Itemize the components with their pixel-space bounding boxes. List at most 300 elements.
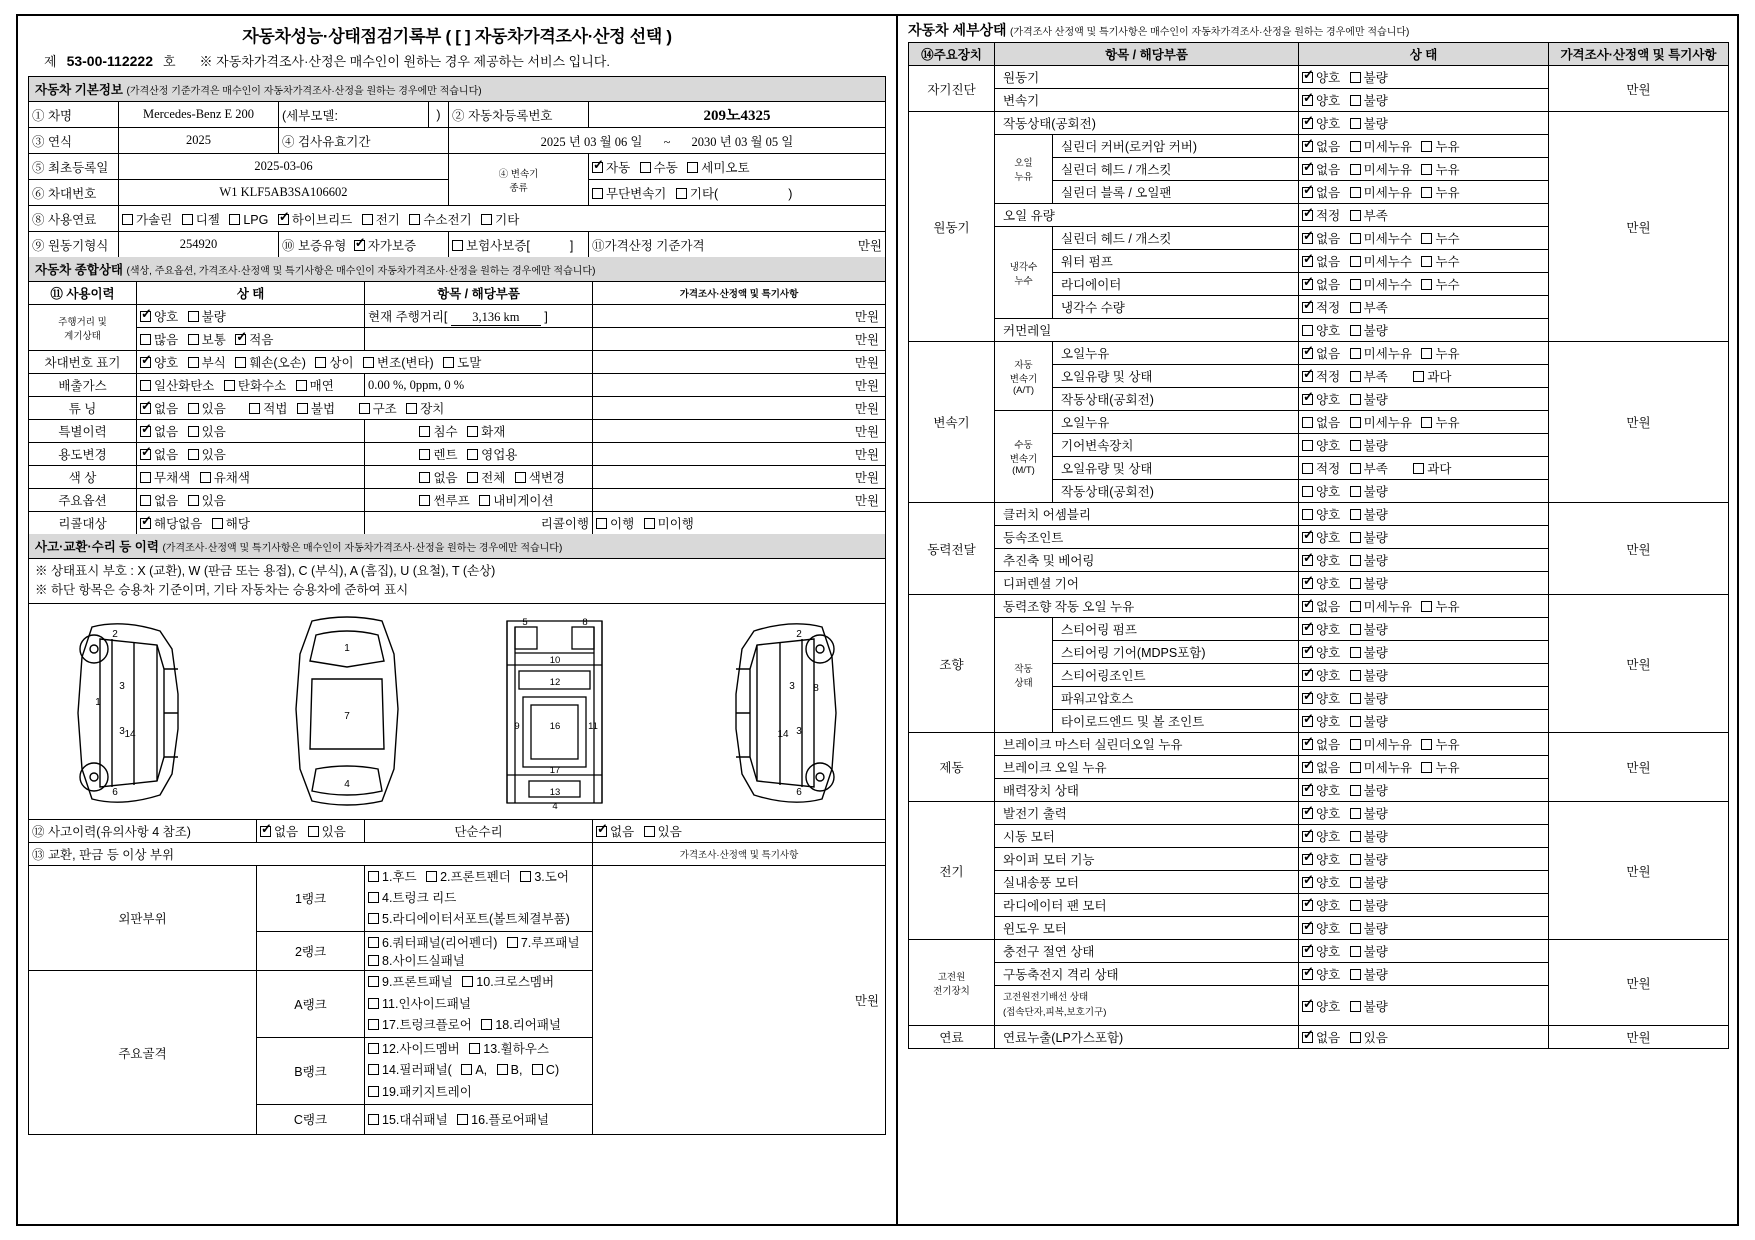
mileage-option-few[interactable]: ✓ 적음: [235, 330, 273, 348]
opt-leak[interactable]: 누유: [1421, 597, 1459, 615]
option-sunroof[interactable]: 썬루프: [419, 491, 469, 509]
opt-proper[interactable]: ✓ 적정: [1302, 367, 1340, 385]
subgroup-manual: 수동 변속기 (M/T): [995, 411, 1053, 503]
vehicle-diagrams: [29, 604, 885, 819]
diagram-left-side-view: [52, 609, 227, 814]
opt-bad[interactable]: 불량: [1350, 942, 1388, 960]
opt-bad[interactable]: 불량: [1350, 873, 1388, 891]
opt-none[interactable]: ✓ 없음: [1302, 758, 1340, 776]
item-differential: 디퍼렌셜 기어: [995, 572, 1299, 595]
frame-item-inside-panel[interactable]: 11.인사이드패널: [368, 994, 471, 1015]
table-row: [909, 595, 1729, 618]
panel-item-front-fender[interactable]: 2.프론트펜더: [426, 867, 511, 888]
fuel-option-hydrogen[interactable]: 수소전기: [409, 210, 471, 228]
state-engine-diag: [1299, 66, 1549, 89]
state-common-rail: [1299, 319, 1549, 342]
row-label-mileage: 주행거리 및 계기상태: [29, 305, 137, 351]
transmission-option-cvt[interactable]: 무단변속기: [592, 184, 666, 202]
opt-good[interactable]: ✓ 양호: [1302, 827, 1340, 845]
frame-item-rear-panel[interactable]: 18.리어패널: [481, 1015, 561, 1036]
opt-insufficient[interactable]: 부족: [1350, 206, 1388, 224]
usage-option-commercial[interactable]: 영업용: [467, 445, 517, 463]
opt-leak[interactable]: 누수: [1421, 252, 1459, 270]
opt-excessive[interactable]: 과다: [1413, 459, 1451, 477]
state-steering-gear: [1299, 641, 1549, 664]
table-row: [29, 374, 886, 397]
opt-good[interactable]: 양호: [1302, 321, 1340, 339]
tuning-option-structure[interactable]: 구조: [359, 399, 397, 417]
item-battery-isolation: 구동축전지 격리 상태: [995, 963, 1299, 986]
option-yes[interactable]: 있음: [188, 491, 226, 509]
opt-good[interactable]: ✓ 양호: [1302, 390, 1340, 408]
state-oil-level: [1299, 204, 1549, 227]
state-mt-oil-state: [1299, 457, 1549, 480]
opt-leak[interactable]: 누유: [1421, 183, 1459, 201]
state-mt-idle: [1299, 480, 1549, 503]
opt-good[interactable]: ✓ 양호: [1302, 574, 1340, 592]
opt-good[interactable]: 양호: [1302, 436, 1340, 454]
frame-item-side-member[interactable]: 12.사이드멤버: [368, 1039, 460, 1060]
recall-option-notdone[interactable]: 미이행: [644, 514, 694, 532]
opt-minor-leak[interactable]: 미세누유: [1350, 344, 1412, 362]
vin-option-good[interactable]: ✓ 양호: [140, 353, 178, 371]
opt-good[interactable]: ✓ 양호: [1302, 965, 1340, 983]
fuel-option-gasoline[interactable]: 가솔린: [122, 210, 172, 228]
emission-option-smoke[interactable]: 매연: [296, 376, 334, 394]
accident-option-yes[interactable]: 있음: [308, 822, 346, 840]
label-inspection-valid: ④ 검사유효기간: [279, 128, 449, 154]
vin-option-different[interactable]: 상이: [315, 353, 353, 371]
opt-none[interactable]: 없음: [1302, 413, 1340, 431]
opt-minor-leak[interactable]: 미세누유: [1350, 597, 1412, 615]
transmission-option-semiauto[interactable]: 세미오토: [687, 158, 749, 176]
opt-good[interactable]: 양호: [1302, 505, 1340, 523]
option-navigation[interactable]: 내비게이션: [479, 491, 553, 509]
value-inspection-to: 2030 년 03 월 05 일: [691, 134, 794, 149]
table-row: [29, 351, 886, 374]
row-label-usage-change: 용도변경: [29, 443, 137, 466]
vin-option-erased[interactable]: 도말: [443, 353, 481, 371]
opt-good[interactable]: ✓ 양호: [1302, 997, 1340, 1015]
opt-good[interactable]: ✓ 양호: [1302, 850, 1340, 868]
svg-text:12: 12: [549, 676, 561, 688]
opt-minor-leak[interactable]: 미세누유: [1350, 413, 1412, 431]
svg-text:3: 3: [796, 725, 803, 737]
recall-option-na[interactable]: ✓ 해당없음: [140, 514, 202, 532]
tuning-option-illegal[interactable]: 불법: [297, 399, 335, 417]
opt-minor-leak[interactable]: 미세누수: [1350, 275, 1412, 293]
subgroup-automatic: 자동 변속기 (A/T): [995, 342, 1053, 411]
rankB-items: [365, 1038, 593, 1105]
opt-leak[interactable]: 누유: [1421, 160, 1459, 178]
state-battery-isolation: [1299, 963, 1549, 986]
frame-item-pillar-panel[interactable]: 14.필러패널(: [368, 1060, 452, 1081]
svg-text:17: 17: [549, 764, 561, 776]
section-overall-header: [28, 257, 886, 281]
item-cyl-head-gasket-oil: 실린더 헤드 / 개스킷: [1053, 158, 1299, 181]
opt-bad[interactable]: 불량: [1350, 436, 1388, 454]
opt-bad[interactable]: 불량: [1350, 965, 1388, 983]
col-state: 상 태: [137, 282, 365, 305]
fuel-option-diesel[interactable]: 디젤: [182, 210, 220, 228]
opt-bad[interactable]: 불량: [1350, 919, 1388, 937]
opt-bad[interactable]: 불량: [1350, 643, 1388, 661]
section-accident-header: [28, 534, 886, 558]
svg-text:13: 13: [549, 786, 561, 798]
special-options: [137, 420, 365, 443]
value-first-reg: 2025-03-06: [119, 154, 449, 180]
transmission-option-manual[interactable]: 수동: [640, 158, 678, 176]
base-price-cell: [589, 232, 886, 258]
doc-number: 53-00-112222: [66, 52, 153, 69]
opt-none[interactable]: ✓ 없음: [1302, 1028, 1340, 1046]
opt-minor-leak[interactable]: 미세누유: [1350, 758, 1412, 776]
opt-proper[interactable]: ✓ 적정: [1302, 206, 1340, 224]
opt-excessive[interactable]: 과다: [1413, 367, 1451, 385]
frame-item-cross-member[interactable]: 10.크로스멤버: [462, 972, 554, 993]
col-price-note: 가격조사·산정액 및 특기사항: [1549, 43, 1729, 66]
opt-leak[interactable]: 누유: [1421, 344, 1459, 362]
device-transmission: 변속기: [909, 342, 995, 503]
opt-good[interactable]: ✓ 양호: [1302, 643, 1340, 661]
mileage-amount-options: [137, 328, 365, 351]
item-steering-gear: 스티어링 기어(MDPS포함): [1053, 641, 1299, 664]
svg-text:11: 11: [588, 720, 599, 732]
usage-option-none[interactable]: ✓ 없음: [140, 445, 178, 463]
tuning-option-device[interactable]: 장치: [406, 399, 444, 417]
opt-none[interactable]: ✓ 없음: [1302, 137, 1340, 155]
diagram-right-side-view: [687, 609, 862, 814]
opt-bad[interactable]: 불량: [1350, 68, 1388, 86]
panel-item-trunk-lid[interactable]: 4.트렁크 리드: [368, 888, 456, 909]
opt-good[interactable]: ✓ 양호: [1302, 114, 1340, 132]
opt-good[interactable]: 양호: [1302, 482, 1340, 500]
table-row: [29, 842, 886, 865]
opt-none[interactable]: ✓ 없음: [1302, 344, 1340, 362]
emission-values: 0.00 %, 0ppm, 0 %: [365, 374, 593, 397]
opt-bad[interactable]: 불량: [1350, 781, 1388, 799]
panel-item-door[interactable]: 3.도어: [520, 867, 569, 888]
frame-item-pillar-a[interactable]: A,: [461, 1060, 487, 1081]
rank-label-c: C랭크: [257, 1104, 365, 1134]
opt-bad[interactable]: 불량: [1350, 114, 1388, 132]
tuning-options: [137, 397, 593, 420]
item-power-steering-leak: 동력조향 작동 오일 누유: [995, 595, 1299, 618]
row-label-special: 특별이력: [29, 420, 137, 443]
simple-repair-option-none[interactable]: ✓ 없음: [596, 822, 634, 840]
opt-proper[interactable]: ✓ 적정: [1302, 298, 1340, 316]
opt-bad[interactable]: 불량: [1350, 482, 1388, 500]
opt-good[interactable]: ✓ 양호: [1302, 666, 1340, 684]
value-car-name: Mercedes-Benz E 200: [119, 102, 279, 128]
special-option-none[interactable]: ✓ 없음: [140, 422, 178, 440]
overall-state-table: [28, 281, 886, 535]
item-at-oil-leak: 오일누유: [1053, 342, 1299, 365]
transmission-option-etc[interactable]: 기타( ): [676, 184, 793, 202]
price-usage-change: 만원: [593, 443, 886, 466]
frame-item-pillar-c[interactable]: C): [532, 1060, 559, 1081]
opt-none[interactable]: ✓ 없음: [1302, 229, 1340, 247]
opt-none[interactable]: ✓ 없음: [1302, 252, 1340, 270]
price-color: 만원: [593, 466, 886, 489]
emission-options: [137, 374, 365, 397]
table-row: [29, 397, 886, 420]
item-mt-oil-state: 오일유량 및 상태: [1053, 457, 1299, 480]
rankC-items: [365, 1104, 593, 1134]
price-tuning: 만원: [593, 397, 886, 420]
vin-option-corrosion[interactable]: 부식: [188, 353, 226, 371]
svg-text:7: 7: [344, 710, 350, 722]
device-powertrain: 동력전달: [909, 503, 995, 595]
diagram-top-view: [272, 609, 422, 814]
frame-item-wheel-house[interactable]: 13.휠하우스: [469, 1039, 549, 1060]
row-label-vin-mark: 차대번호 표기: [29, 351, 137, 374]
table-row: [29, 559, 886, 604]
doc-label: 제: [44, 54, 57, 69]
mileage-option-many[interactable]: 많음: [140, 330, 178, 348]
state-steering-joint: [1299, 664, 1549, 687]
state-tie-rod-end: [1299, 710, 1549, 733]
fuel-option-hybrid[interactable]: ✓ 하이브리드: [278, 210, 352, 228]
color-option-all[interactable]: 전체: [467, 468, 505, 486]
item-steering-joint: 스티어링조인트: [1053, 664, 1299, 687]
opt-bad[interactable]: 불량: [1350, 551, 1388, 569]
vin-option-altered[interactable]: 변조(변타): [363, 353, 434, 371]
svg-text:14: 14: [777, 728, 789, 740]
value-vin: W1 KLF5AB3SA106602: [119, 180, 449, 206]
state-window-motor: [1299, 917, 1549, 940]
table-row: [29, 603, 886, 819]
opt-none[interactable]: ✓ 없음: [1302, 597, 1340, 615]
label-submodel-close: ): [429, 102, 449, 128]
table-row: [909, 802, 1729, 825]
opt-leak[interactable]: 누유: [1421, 413, 1459, 431]
mileage-current-cell: 현재 주행거리[ 3,136 km ]: [365, 305, 593, 328]
price-mileage-2: 만원: [593, 328, 886, 351]
option-none[interactable]: 없음: [140, 491, 178, 509]
opt-insufficient[interactable]: 부족: [1350, 367, 1388, 385]
state-hv-wiring: [1299, 986, 1549, 1026]
panel-item-roof-panel[interactable]: 7.루프패널: [507, 933, 580, 951]
transmission-option-auto[interactable]: ✓자동: [592, 158, 630, 176]
state-rocker-cover: [1299, 135, 1549, 158]
panel-item-hood[interactable]: 1.후드: [368, 867, 417, 888]
opt-good[interactable]: ✓ 양호: [1302, 873, 1340, 891]
opt-good[interactable]: ✓ 양호: [1302, 528, 1340, 546]
opt-yes[interactable]: 있음: [1350, 1028, 1388, 1046]
opt-bad[interactable]: 불량: [1350, 896, 1388, 914]
opt-bad[interactable]: 불량: [1350, 850, 1388, 868]
detail-state-table: [908, 42, 1729, 1049]
label-first-reg: ⑤ 최초등록일: [29, 154, 119, 180]
item-cyl-head-gasket-coolant: 실린더 헤드 / 개스킷: [1053, 227, 1299, 250]
opt-none[interactable]: ✓ 없음: [1302, 160, 1340, 178]
opt-none[interactable]: ✓ 없음: [1302, 275, 1340, 293]
opt-bad[interactable]: 불량: [1350, 574, 1388, 592]
opt-good[interactable]: ✓ 양호: [1302, 781, 1340, 799]
opt-leak[interactable]: 누유: [1421, 758, 1459, 776]
diagram-structure-view: [467, 609, 642, 814]
rank-label-b: B랭크: [257, 1038, 365, 1105]
vin-option-damage[interactable]: 훼손(오손): [235, 353, 306, 371]
frame-item-dash-panel[interactable]: 15.대쉬패널: [368, 1110, 448, 1128]
price-powertrain: 만원: [1549, 503, 1729, 595]
opt-insufficient[interactable]: 부족: [1350, 459, 1388, 477]
frame-item-front-panel[interactable]: 9.프론트패널: [368, 972, 453, 993]
opt-good[interactable]: ✓ 양호: [1302, 68, 1340, 86]
svg-text:16: 16: [549, 720, 561, 732]
state-at-idle: [1299, 388, 1549, 411]
frame-item-trunk-floor[interactable]: 17.트렁크플로어: [368, 1015, 472, 1036]
fuel-option-lpg[interactable]: LPG: [229, 213, 268, 227]
rank2-items: [365, 932, 593, 971]
panel-item-quarter-panel[interactable]: 6.쿼터패널(리어펜더): [368, 933, 497, 951]
tuning-option-legal[interactable]: 적법: [249, 399, 287, 417]
opt-proper[interactable]: 적정: [1302, 459, 1340, 477]
opt-leak[interactable]: 누수: [1421, 229, 1459, 247]
row-label-tuning: 튜 닝: [29, 397, 137, 420]
color-option-none[interactable]: 없음: [419, 468, 457, 486]
opt-good[interactable]: ✓ 양호: [1302, 896, 1340, 914]
price-vin: 만원: [593, 351, 886, 374]
device-steering: 조향: [909, 595, 995, 733]
opt-good[interactable]: ✓ 양호: [1302, 689, 1340, 707]
opt-leak[interactable]: 누유: [1421, 735, 1459, 753]
opt-minor-leak[interactable]: 미세누수: [1350, 252, 1412, 270]
frame-item-pillar-b[interactable]: B,: [497, 1060, 523, 1081]
opt-leak[interactable]: 누수: [1421, 275, 1459, 293]
opt-minor-leak[interactable]: 미세누수: [1350, 229, 1412, 247]
state-engine-idle: [1299, 112, 1549, 135]
label-exchange-area: ⑬ 교환, 판금 등 이상 부위: [29, 842, 593, 865]
frame-item-package-tray[interactable]: 19.패키지트레이: [368, 1082, 472, 1103]
subgroup-oil-leak: 오일 누유: [995, 135, 1053, 204]
panel-item-radiator-support[interactable]: 5.라디에이터서포트(볼트체결부품): [368, 909, 570, 930]
svg-text:1: 1: [344, 642, 350, 654]
state-radiator: [1299, 273, 1549, 296]
emission-option-co[interactable]: 일산화탄소: [140, 376, 214, 394]
legend-scope: ※ 하단 항목은 승용차 기준이며, 기타 자동차는 승용차에 준하여 표시: [35, 582, 409, 597]
opt-none[interactable]: ✓ 없음: [1302, 735, 1340, 753]
opt-bad[interactable]: 불량: [1350, 689, 1388, 707]
opt-bad[interactable]: 불량: [1350, 390, 1388, 408]
color-option-changed[interactable]: 색변경: [515, 468, 565, 486]
special-option-fire[interactable]: 화재: [467, 422, 505, 440]
table-row: [29, 102, 886, 128]
color-option-chromatic[interactable]: 유채색: [200, 468, 250, 486]
price-mileage-1: 만원: [593, 305, 886, 328]
item-radiator-fan-motor: 라디에이터 팬 모터: [995, 894, 1299, 917]
svg-text:9: 9: [514, 720, 520, 732]
svg-text:8: 8: [582, 616, 588, 628]
opt-bad[interactable]: 불량: [1350, 712, 1388, 730]
state-at-oil-state: [1299, 365, 1549, 388]
state-cyl-head-gasket-oil: [1299, 158, 1549, 181]
opt-leak[interactable]: 누유: [1421, 137, 1459, 155]
opt-minor-leak[interactable]: 미세누유: [1350, 137, 1412, 155]
fuel-option-etc[interactable]: 기타: [481, 210, 519, 228]
section-basic-info-header: [28, 76, 886, 101]
price-emission: 만원: [593, 374, 886, 397]
color-option-achromatic[interactable]: 무채색: [140, 468, 190, 486]
tuning-option-yes[interactable]: 있음: [188, 399, 226, 417]
price-options: 만원: [593, 489, 886, 512]
rank-label-a: A랭크: [257, 971, 365, 1038]
table-row: [29, 128, 886, 154]
opt-bad[interactable]: 불량: [1350, 827, 1388, 845]
accident-history-cell: [29, 819, 257, 842]
frame-item-floor-panel[interactable]: 16.플로어패널: [457, 1110, 549, 1128]
table-row: [29, 154, 886, 180]
opt-good[interactable]: ✓ 양호: [1302, 620, 1340, 638]
svg-text:4: 4: [344, 778, 350, 790]
mileage-option-bad[interactable]: 불량: [188, 307, 226, 325]
usage-option-rent[interactable]: 렌트: [419, 445, 457, 463]
special-option-yes[interactable]: 있음: [188, 422, 226, 440]
state-differential: [1299, 572, 1549, 595]
warranty-option-self[interactable]: ✓ 자가보증: [354, 236, 416, 254]
opt-good[interactable]: ✓ 양호: [1302, 804, 1340, 822]
table-row: [29, 443, 886, 466]
opt-minor-leak[interactable]: 미세누유: [1350, 183, 1412, 201]
transmission-options-row1: [589, 154, 886, 180]
opt-none[interactable]: ✓ 없음: [1302, 183, 1340, 201]
opt-bad[interactable]: 불량: [1350, 620, 1388, 638]
tuning-option-none[interactable]: ✓ 없음: [140, 399, 178, 417]
opt-bad[interactable]: 불량: [1350, 804, 1388, 822]
opt-minor-leak[interactable]: 미세누유: [1350, 160, 1412, 178]
mileage-option-normal[interactable]: 보통: [188, 330, 226, 348]
opt-good[interactable]: ✓ 양호: [1302, 712, 1340, 730]
opt-bad[interactable]: 불량: [1350, 321, 1388, 339]
emission-option-hc[interactable]: 탄화수소: [224, 376, 286, 394]
svg-text:3: 3: [118, 680, 125, 692]
svg-text:5: 5: [522, 616, 528, 628]
value-year: 2025: [119, 128, 279, 154]
opt-good[interactable]: ✓ 양호: [1302, 919, 1340, 937]
warranty-option-insurance[interactable]: 보험사보증[ ]: [452, 236, 573, 254]
recall-fulfill-label: 리콜이행: [365, 512, 593, 535]
accident-option-none[interactable]: ✓ 없음: [260, 822, 298, 840]
opt-bad[interactable]: 불량: [1350, 505, 1388, 523]
usage-option-yes[interactable]: 있음: [188, 445, 226, 463]
panel-item-side-sill[interactable]: 8.사이드실패널: [368, 951, 465, 969]
simple-repair-option-yes[interactable]: 있음: [644, 822, 682, 840]
opt-bad[interactable]: 불량: [1350, 528, 1388, 546]
special-option-flood[interactable]: 침수: [419, 422, 457, 440]
svg-text:2: 2: [796, 628, 803, 640]
recall-option-applicable[interactable]: 해당: [212, 514, 250, 532]
fuel-option-electric[interactable]: 전기: [362, 210, 400, 228]
opt-good[interactable]: ✓ 양호: [1302, 91, 1340, 109]
device-self-diagnosis: 자기진단: [909, 66, 995, 112]
section-detail-note: (가격조사 산정액 및 특기사항은 매수인이 자동차가격조사·산정을 원하는 경우에만 적습니다): [1010, 27, 1410, 38]
price-electric: 만원: [1549, 802, 1729, 940]
opt-insufficient[interactable]: 부족: [1350, 298, 1388, 316]
opt-bad[interactable]: 불량: [1350, 666, 1388, 684]
mileage-option-good[interactable]: ✓양호: [140, 307, 178, 325]
device-electric: 전기: [909, 802, 995, 940]
price-exchange: 만원: [593, 865, 886, 1134]
opt-minor-leak[interactable]: 미세누유: [1350, 735, 1412, 753]
opt-bad[interactable]: 불량: [1350, 997, 1388, 1015]
opt-good[interactable]: ✓ 양호: [1302, 942, 1340, 960]
recall-option-done[interactable]: 이행: [596, 514, 634, 532]
state-brake-oil-leak: [1299, 756, 1549, 779]
opt-good[interactable]: ✓ 양호: [1302, 551, 1340, 569]
table-row: [909, 940, 1729, 963]
opt-bad[interactable]: 불량: [1350, 91, 1388, 109]
